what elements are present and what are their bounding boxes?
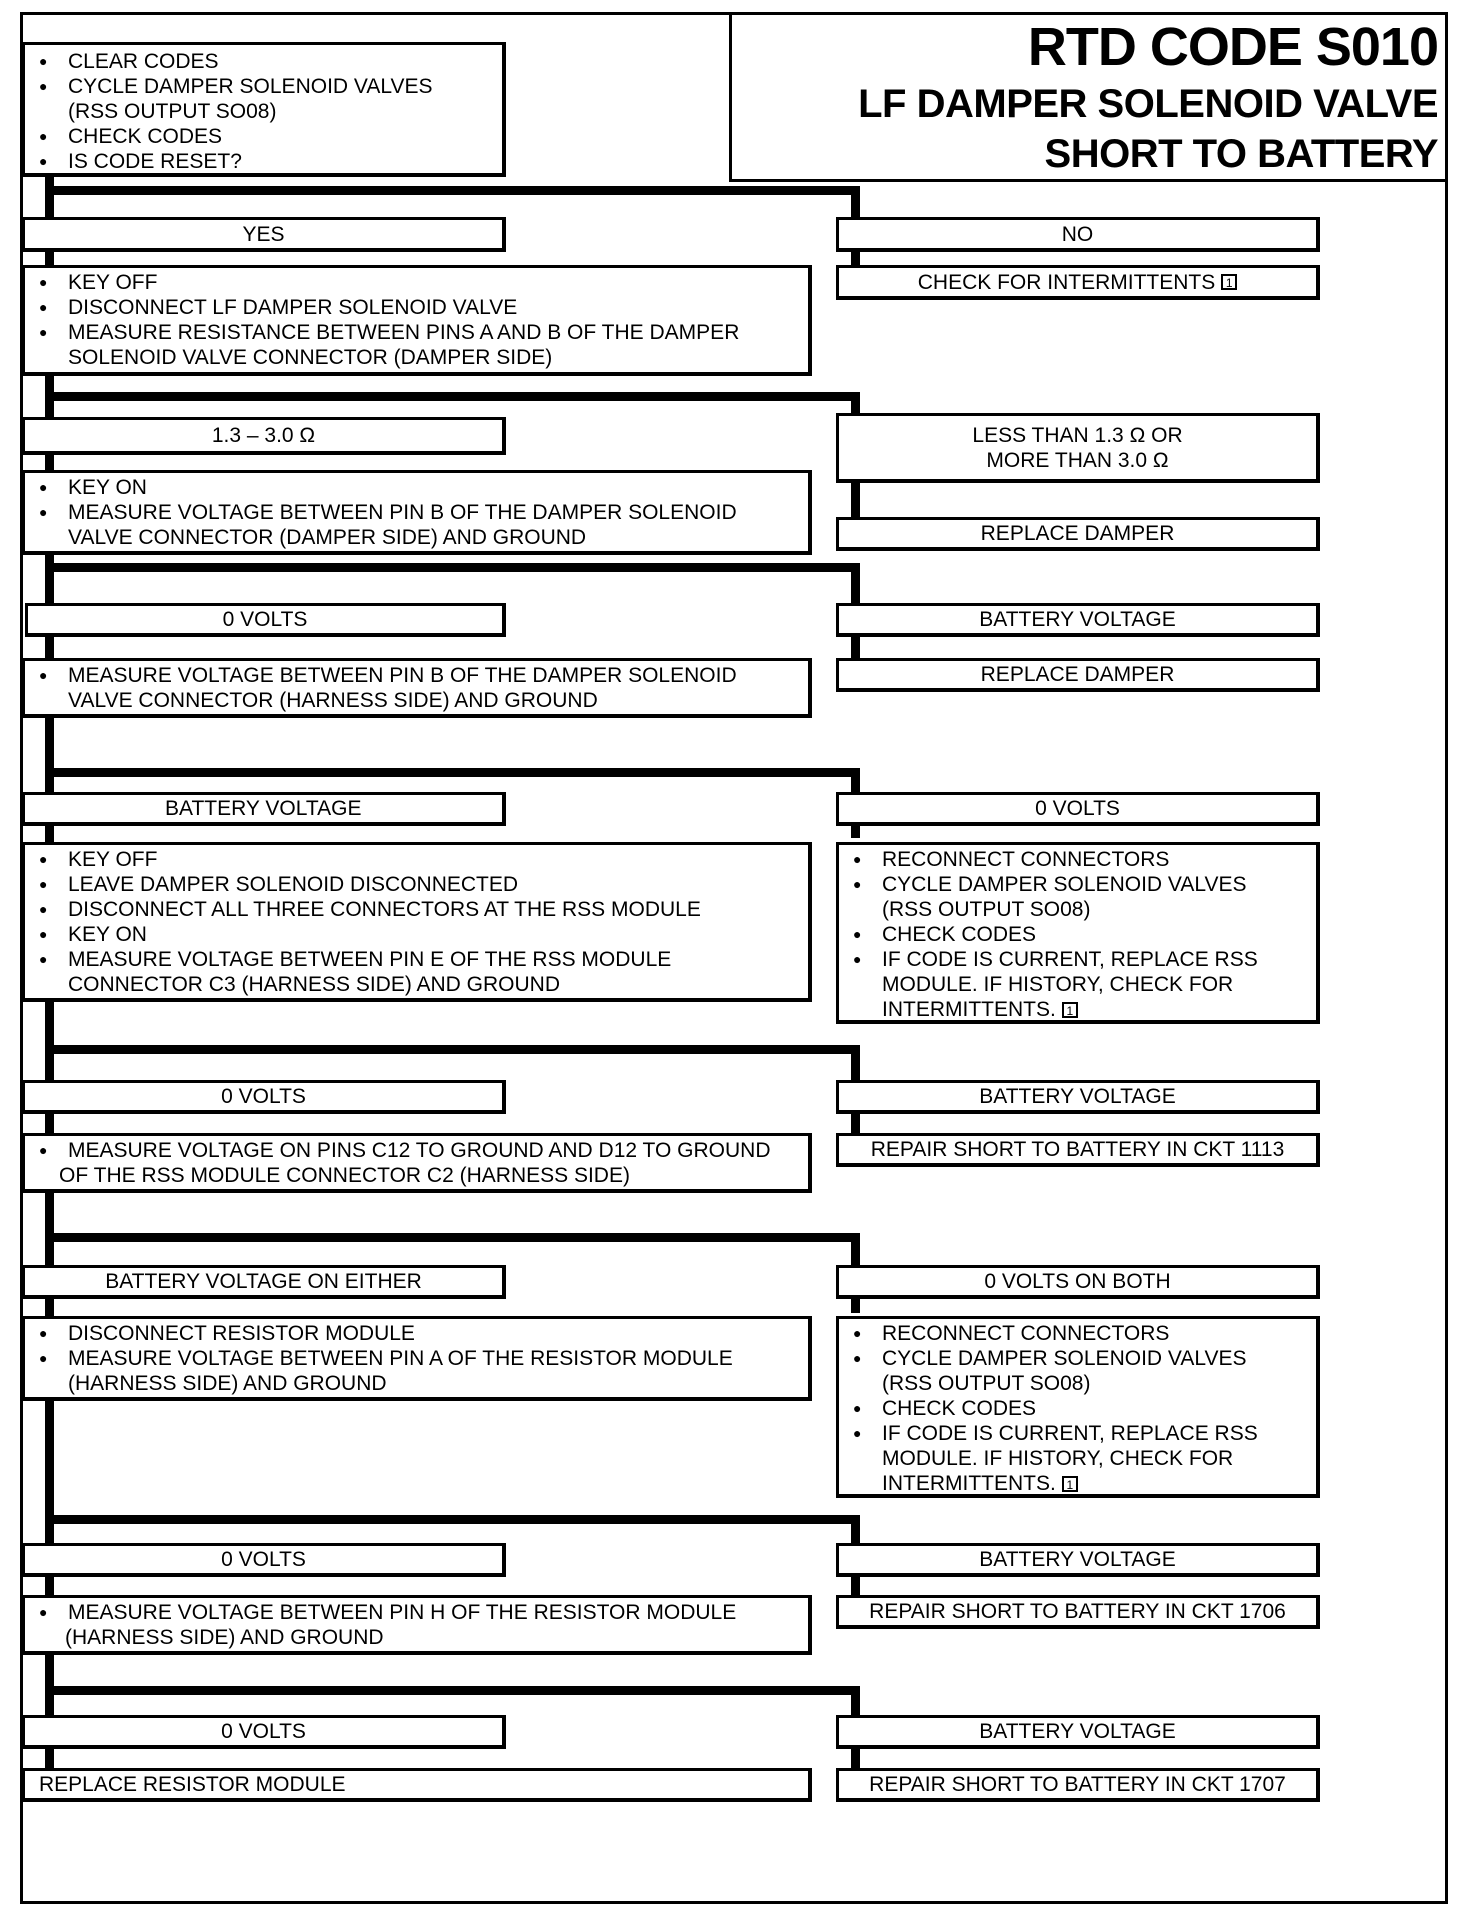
split-line-2 — [45, 392, 860, 401]
list-item: ● IF CODE IS CURRENT, REPLACE RSS — [849, 947, 1306, 972]
step1-no-label: NO — [836, 217, 1320, 252]
step2-right-label — [836, 413, 1320, 483]
step6-right-label: 0 VOLTS ON BOTH — [836, 1265, 1320, 1299]
step3-left-label: 0 VOLTS — [25, 603, 506, 637]
list-item-continuation: (RSS OUTPUT SO08) — [68, 100, 277, 123]
step8-right-label: BATTERY VOLTAGE — [836, 1715, 1320, 1749]
note-reference-icon: 1 — [1221, 274, 1237, 290]
step6-left-label: BATTERY VOLTAGE ON EITHER — [22, 1265, 506, 1299]
list-item: ● MEASURE VOLTAGE ON PINS C12 TO GROUND AND D12 TO GROUND — [35, 1138, 798, 1163]
split-line-6 — [45, 1233, 860, 1242]
list-item-continuation: (RSS OUTPUT SO08) — [882, 1372, 1091, 1395]
list-item-continuation: SOLENOID VALVE CONNECTOR (DAMPER SIDE) — [68, 346, 553, 369]
list-item: ● CYCLE DAMPER SOLENOID VALVES — [849, 872, 1306, 897]
list-item: ● CYCLE DAMPER SOLENOID VALVES — [849, 1346, 1306, 1371]
list-item: ● DISCONNECT LF DAMPER SOLENOID VALVE — [35, 295, 798, 320]
step5-right-action: REPAIR SHORT TO BATTERY IN CKT 1113 — [836, 1133, 1320, 1167]
split-line-8 — [45, 1686, 860, 1695]
step8-right-action: REPAIR SHORT TO BATTERY IN CKT 1707 — [836, 1768, 1320, 1802]
intermittents-text: INTERMITTENTS. — [882, 998, 1056, 1021]
list-item: ● MEASURE RESISTANCE BETWEEN PINS A AND B OF THE DAMPER — [35, 320, 798, 345]
step4-left-label: BATTERY VOLTAGE — [22, 792, 506, 826]
step3-right-action: REPLACE DAMPER — [836, 658, 1320, 692]
list-item: ● RECONNECT CONNECTORS — [849, 1321, 1306, 1346]
list-item: ● MEASURE VOLTAGE BETWEEN PIN B OF THE DAMPER SOLENOID — [35, 500, 798, 525]
list-item: ● RECONNECT CONNECTORS — [849, 847, 1306, 872]
list-item: ● CHECK CODES — [849, 922, 1306, 947]
split-line-7 — [45, 1515, 860, 1524]
list-item: ● KEY OFF — [35, 270, 798, 295]
step7-left-label: 0 VOLTS — [22, 1543, 506, 1577]
list-item: ● IF CODE IS CURRENT, REPLACE RSS — [849, 1421, 1306, 1446]
list-item-continuation: MODULE. IF HISTORY, CHECK FOR — [882, 973, 1234, 996]
list-item: ● KEY OFF — [35, 847, 798, 872]
split-line-3 — [45, 563, 860, 572]
step3-left-instructions — [22, 658, 812, 718]
list-item-continuation — [849, 997, 1306, 1022]
step2-left-label: 1.3 – 3.0 Ω — [22, 417, 506, 455]
list-item: ● DISCONNECT RESISTOR MODULE — [35, 1321, 798, 1346]
step2-right-label-line1: LESS THAN 1.3 Ω OR — [972, 423, 1183, 447]
step8-left-action: REPLACE RESISTOR MODULE — [22, 1768, 812, 1802]
step5-left-instructions — [22, 1133, 812, 1193]
list-item-continuation — [849, 1471, 1306, 1496]
step1-yes-label: YES — [22, 217, 506, 252]
split-line-4 — [45, 768, 860, 777]
step8-left-label: 0 VOLTS — [22, 1715, 506, 1749]
step7-right-action: REPAIR SHORT TO BATTERY IN CKT 1706 — [836, 1595, 1320, 1629]
list-item-continuation: (HARNESS SIDE) AND GROUND — [65, 1626, 384, 1649]
list-item: ● LEAVE DAMPER SOLENOID DISCONNECTED — [35, 872, 798, 897]
step3-right-label: BATTERY VOLTAGE — [836, 603, 1320, 637]
step4-right-label: 0 VOLTS — [836, 792, 1320, 826]
list-item-continuation: CONNECTOR C3 (HARNESS SIDE) AND GROUND — [68, 973, 561, 996]
list-item: ● CHECK CODES — [35, 124, 492, 149]
split-line-1 — [45, 186, 860, 195]
list-item-continuation: MODULE. IF HISTORY, CHECK FOR — [882, 1447, 1234, 1470]
step1-no-action-text: CHECK FOR INTERMITTENTS — [917, 270, 1216, 294]
page-title: RTD CODE S010 — [1027, 17, 1438, 77]
step1-no-action — [836, 265, 1320, 300]
list-item: ● MEASURE VOLTAGE BETWEEN PIN H OF THE RESISTOR MODULE — [35, 1600, 798, 1625]
step2-right-label-line2: MORE THAN 3.0 Ω — [986, 448, 1169, 472]
start-box — [22, 42, 506, 177]
step5-left-label: 0 VOLTS — [22, 1080, 506, 1114]
list-item-continuation: OF THE RSS MODULE CONNECTOR C2 (HARNESS SIDE) — [59, 1164, 630, 1187]
list-item: ● MEASURE VOLTAGE BETWEEN PIN B OF THE DAMPER SOLENOID — [35, 663, 798, 688]
step2-left-instructions — [22, 470, 812, 555]
step7-left-instructions — [22, 1595, 812, 1655]
list-item: ● MEASURE VOLTAGE BETWEEN PIN E OF THE RSS MODULE — [35, 947, 798, 972]
step4-right-instructions — [836, 842, 1320, 1024]
step6-left-instructions — [22, 1316, 812, 1401]
list-item: ● CYCLE DAMPER SOLENOID VALVES — [35, 74, 492, 99]
list-item: ● KEY ON — [35, 922, 798, 947]
title-block — [729, 12, 1448, 182]
title-subtitle-line2: SHORT TO BATTERY — [1044, 132, 1438, 176]
list-item: ● CHECK CODES — [849, 1396, 1306, 1421]
title-subtitle-line1: LF DAMPER SOLENOID VALVE — [858, 82, 1438, 126]
list-item: ● IS CODE RESET? — [35, 149, 492, 174]
list-item-continuation: VALVE CONNECTOR (HARNESS SIDE) AND GROUND — [68, 689, 598, 712]
list-item: ● CLEAR CODES — [35, 49, 492, 74]
step2-right-action: REPLACE DAMPER — [836, 517, 1320, 551]
step4-left-instructions — [22, 842, 812, 1002]
list-item-continuation: VALVE CONNECTOR (DAMPER SIDE) AND GROUND — [68, 526, 587, 549]
list-item-continuation: (HARNESS SIDE) AND GROUND — [68, 1372, 387, 1395]
step1-yes-instructions — [22, 265, 812, 376]
intermittents-text: INTERMITTENTS. — [882, 1472, 1056, 1495]
split-line-5 — [45, 1045, 860, 1054]
step6-right-instructions — [836, 1316, 1320, 1498]
note-reference-icon: 1 — [1062, 1476, 1078, 1492]
step5-right-label: BATTERY VOLTAGE — [836, 1080, 1320, 1114]
list-item: ● DISCONNECT ALL THREE CONNECTORS AT THE RSS MODULE — [35, 897, 798, 922]
list-item-continuation: (RSS OUTPUT SO08) — [882, 898, 1091, 921]
list-item: ● KEY ON — [35, 475, 798, 500]
start-box-list — [35, 49, 492, 174]
note-reference-icon: 1 — [1062, 1002, 1078, 1018]
step7-right-label: BATTERY VOLTAGE — [836, 1543, 1320, 1577]
list-item: ● MEASURE VOLTAGE BETWEEN PIN A OF THE RESISTOR MODULE — [35, 1346, 798, 1371]
